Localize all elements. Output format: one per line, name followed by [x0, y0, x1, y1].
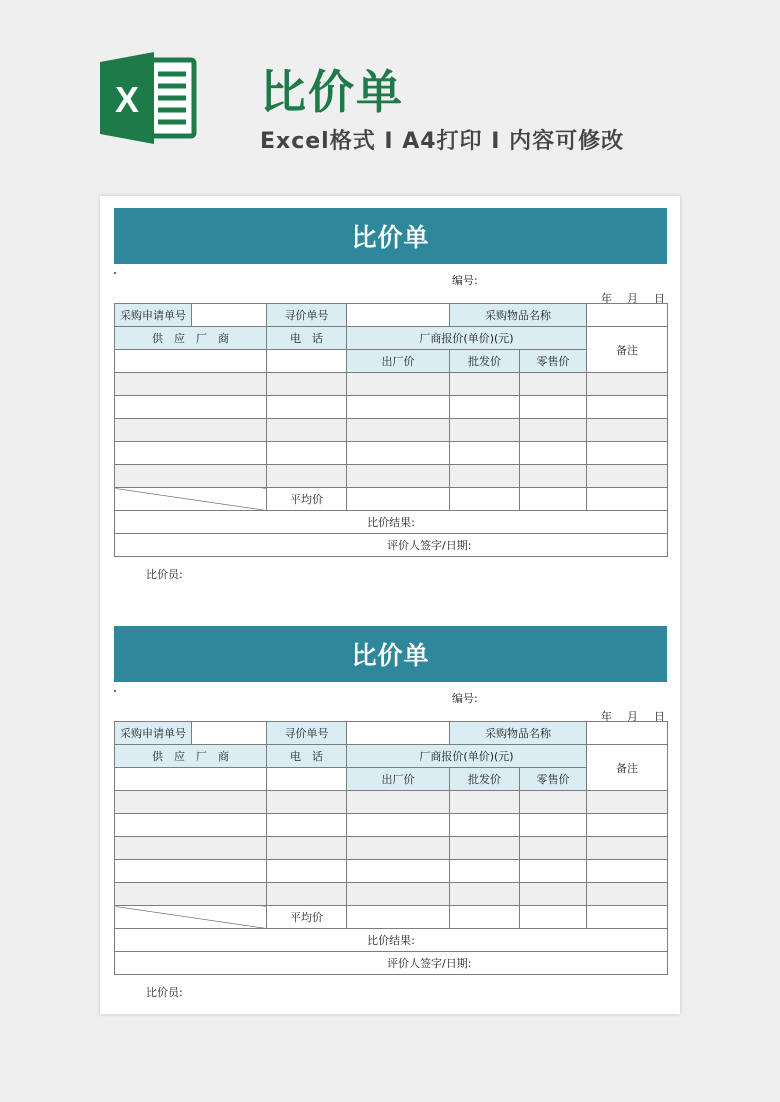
table-row [115, 929, 668, 952]
table-cell[interactable] [587, 373, 668, 396]
item-name-label: 采购物品名称 [450, 304, 587, 327]
table-cell[interactable] [450, 396, 520, 419]
document-page [100, 196, 680, 1014]
date-year-label: 年 [601, 710, 612, 723]
table-cell[interactable] [450, 906, 520, 929]
table-cell[interactable] [587, 465, 668, 488]
table-cell[interactable] [267, 837, 347, 860]
cell-marker [114, 690, 116, 692]
inquiry-no-input[interactable] [347, 722, 450, 745]
remark-header: 备注 [587, 745, 668, 791]
table-cell[interactable] [587, 396, 668, 419]
result-label[interactable]: 比价结果: [115, 929, 668, 952]
table-cell[interactable] [587, 814, 668, 837]
table-cell[interactable] [267, 814, 347, 837]
table-cell[interactable] [347, 442, 450, 465]
item-name-label: 采购物品名称 [450, 722, 587, 745]
retail-price-header: 零售价 [520, 350, 587, 373]
table-cell[interactable] [520, 860, 587, 883]
table-cell[interactable] [347, 419, 450, 442]
table-cell[interactable] [115, 465, 267, 488]
table-cell[interactable] [587, 488, 668, 511]
table-row [115, 745, 668, 768]
table-row [115, 511, 668, 534]
table-cell [115, 952, 267, 975]
date-year-label: 年 [601, 292, 612, 305]
table-cell[interactable] [347, 814, 450, 837]
table-row [115, 814, 668, 837]
remark-header: 备注 [587, 327, 668, 373]
table-row [115, 419, 668, 442]
diagonal-cell [115, 906, 267, 929]
serial-number-label: 编号: [452, 692, 478, 705]
date-day-label: 日 [654, 292, 665, 305]
table-cell[interactable] [115, 419, 267, 442]
table-cell[interactable] [587, 791, 668, 814]
table-cell[interactable] [450, 814, 520, 837]
inquiry-no-input[interactable] [347, 304, 450, 327]
table-cell[interactable] [450, 373, 520, 396]
table-cell[interactable] [267, 791, 347, 814]
supplier-header: 供 应 厂 商 [115, 745, 267, 768]
factory-price-header: 出厂价 [347, 768, 450, 791]
table-row [115, 860, 668, 883]
supplier-header: 供 应 厂 商 [115, 327, 267, 350]
clerk-label: 比价员: [146, 986, 183, 999]
inquiry-no-label: 寻价单号 [267, 304, 347, 327]
table-cell[interactable] [520, 837, 587, 860]
phone-header: 电 话 [267, 745, 347, 768]
table-row [115, 327, 668, 350]
diagonal-cell [115, 488, 267, 511]
table-cell[interactable] [115, 373, 267, 396]
table-row [115, 488, 668, 511]
table-cell[interactable] [520, 814, 587, 837]
table-row [115, 304, 668, 327]
table-row [115, 373, 668, 396]
average-price-label: 平均价 [267, 488, 347, 511]
table-cell[interactable] [115, 768, 267, 791]
table-cell[interactable] [347, 883, 450, 906]
table-row [115, 906, 668, 929]
table-row [115, 791, 668, 814]
table-cell[interactable] [347, 465, 450, 488]
date-day-label: 日 [654, 710, 665, 723]
table-cell[interactable] [267, 768, 347, 791]
serial-number-label: 编号: [452, 274, 478, 287]
price-comparison-table [114, 303, 668, 557]
table-cell[interactable] [520, 906, 587, 929]
table-cell[interactable] [267, 350, 347, 373]
request-no-label: 采购申请单号 [115, 304, 192, 327]
table-cell[interactable] [587, 419, 668, 442]
date-month-label: 月 [627, 710, 638, 723]
quote-header: 厂商报价(单价)(元) [347, 327, 587, 350]
table-cell[interactable] [450, 419, 520, 442]
table-cell[interactable] [267, 396, 347, 419]
table-cell[interactable] [520, 488, 587, 511]
item-name-input[interactable] [587, 304, 668, 327]
table-cell[interactable] [347, 791, 450, 814]
table-cell[interactable] [450, 837, 520, 860]
table-cell[interactable] [520, 883, 587, 906]
date-month-label: 月 [627, 292, 638, 305]
table-row [115, 768, 668, 791]
table-cell[interactable] [267, 860, 347, 883]
table-cell[interactable] [115, 350, 267, 373]
table-cell[interactable] [347, 906, 450, 929]
table-cell[interactable] [587, 906, 668, 929]
table-cell[interactable] [520, 396, 587, 419]
table-cell[interactable] [267, 883, 347, 906]
wholesale-price-header: 批发价 [450, 768, 520, 791]
inquiry-no-label: 寻价单号 [267, 722, 347, 745]
table-cell[interactable] [115, 442, 267, 465]
table-cell[interactable] [347, 373, 450, 396]
table-cell[interactable] [267, 373, 347, 396]
table-cell[interactable] [115, 791, 267, 814]
page-header [0, 0, 780, 190]
clerk-label: 比价员: [146, 568, 183, 581]
table-cell[interactable] [347, 396, 450, 419]
wholesale-price-header: 批发价 [450, 350, 520, 373]
table-row [115, 952, 668, 975]
table-row [115, 465, 668, 488]
table-row [115, 534, 668, 557]
request-no-input[interactable] [192, 304, 267, 327]
evaluator-signature-label[interactable]: 评价人签字/日期: [267, 952, 668, 975]
quote-header: 厂商报价(单价)(元) [347, 745, 587, 768]
table-cell[interactable] [450, 860, 520, 883]
retail-price-header: 零售价 [520, 768, 587, 791]
table-cell[interactable] [267, 442, 347, 465]
table-cell[interactable] [267, 465, 347, 488]
table-cell[interactable] [520, 465, 587, 488]
table-cell[interactable] [115, 814, 267, 837]
request-no-label: 采购申请单号 [115, 722, 192, 745]
page-subtitle: Excel格式 I A4打印 I 内容可修改 [260, 129, 625, 154]
table-cell[interactable] [520, 791, 587, 814]
table-cell[interactable] [520, 442, 587, 465]
price-comparison-table [114, 721, 668, 975]
average-price-label: 平均价 [267, 906, 347, 929]
table-cell[interactable] [587, 883, 668, 906]
svg-text:X: X [114, 79, 140, 120]
table-cell[interactable] [520, 419, 587, 442]
table-cell[interactable] [450, 442, 520, 465]
page-title: 比价单 [260, 65, 404, 119]
table-cell[interactable] [115, 860, 267, 883]
table-row [115, 350, 668, 373]
form-title-banner: 比价单 [114, 626, 667, 682]
table-cell[interactable] [115, 396, 267, 419]
table-cell [115, 534, 267, 557]
table-cell[interactable] [450, 883, 520, 906]
table-cell[interactable] [520, 373, 587, 396]
table-row [115, 722, 668, 745]
cell-marker [114, 272, 116, 274]
item-name-input[interactable] [587, 722, 668, 745]
table-row [115, 442, 668, 465]
table-cell[interactable] [347, 488, 450, 511]
table-cell[interactable] [347, 837, 450, 860]
request-no-input[interactable] [192, 722, 267, 745]
form-title-banner: 比价单 [114, 208, 667, 264]
table-row [115, 837, 668, 860]
evaluator-signature-label[interactable]: 评价人签字/日期: [267, 534, 668, 557]
table-cell[interactable] [450, 488, 520, 511]
table-cell[interactable] [450, 465, 520, 488]
table-row [115, 883, 668, 906]
result-label[interactable]: 比价结果: [115, 511, 668, 534]
excel-icon [100, 52, 198, 144]
table-cell[interactable] [587, 837, 668, 860]
table-cell[interactable] [587, 442, 668, 465]
phone-header: 电 话 [267, 327, 347, 350]
table-cell[interactable] [267, 419, 347, 442]
table-cell[interactable] [450, 791, 520, 814]
table-cell[interactable] [347, 860, 450, 883]
table-cell[interactable] [115, 837, 267, 860]
table-cell[interactable] [587, 860, 668, 883]
table-cell[interactable] [115, 883, 267, 906]
table-row [115, 396, 668, 419]
factory-price-header: 出厂价 [347, 350, 450, 373]
